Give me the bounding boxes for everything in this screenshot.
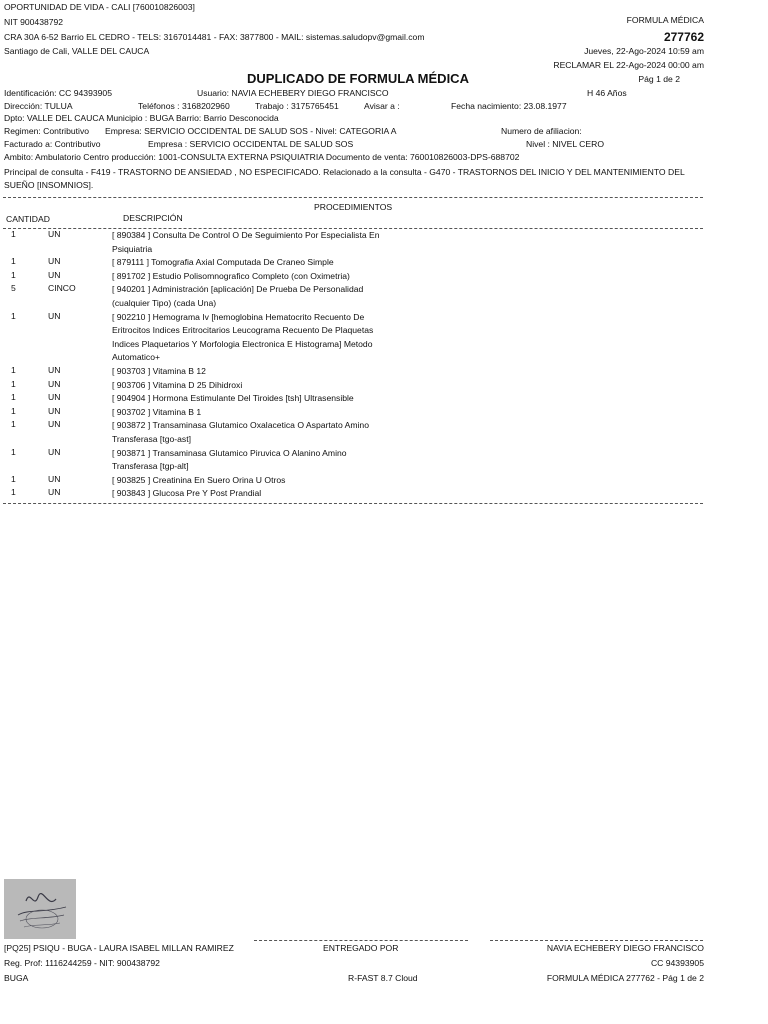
row-quantity: 5 <box>11 283 16 294</box>
billed-to: Facturado a: Contributivo <box>4 139 101 149</box>
delivery-signature-line <box>254 940 468 941</box>
row-quantity: 1 <box>11 378 16 389</box>
clinic-name: OPORTUNIDAD DE VIDA - CALI [760010826003] <box>4 2 195 12</box>
patient-phones: Teléfonos : 3168202960 <box>138 101 230 111</box>
diagnosis-line-2: SUEÑO [INSOMNIOS]. <box>4 180 94 190</box>
patient-regimen: Regimen: Contributivo <box>4 126 90 136</box>
claim-date: RECLAMAR EL 22-Ago-2024 00:00 am <box>553 60 704 70</box>
row-description: [ 903702 ] Vitamina B 1 <box>112 406 202 417</box>
software-name: R-FAST 8.7 Cloud <box>348 973 418 983</box>
row-quantity: 1 <box>11 269 16 280</box>
row-description: [ 891702 ] Estudio Polisomnografico Completo (con Oximetria) <box>112 270 350 281</box>
patient-sex-age: H 46 Años <box>587 88 627 98</box>
row-description: [ 903843 ] Glucosa Pre Y Post Prandial <box>112 488 262 499</box>
issue-datetime: Jueves, 22-Ago-2024 10:59 am <box>584 46 704 56</box>
column-description: DESCRIPCIÓN <box>123 213 183 223</box>
clinic-address: CRA 30A 6-52 Barrio EL CEDRO - TELS: 3167014481 - FAX: 3877800 - MAIL: sistemas.saludopv@gmail.com <box>4 32 425 42</box>
row-unit: CINCO <box>48 283 76 294</box>
row-unit: UN <box>48 446 61 457</box>
procedures-title: PROCEDIMIENTOS <box>314 202 393 212</box>
row-unit: UN <box>48 419 61 430</box>
patient-work: Trabajo : 3175765451 <box>255 101 339 111</box>
row-unit: UN <box>48 473 61 484</box>
row-description: [ 903706 ] Vitamina D 25 Dihidroxi <box>112 379 243 390</box>
clinic-city: Santiago de Cali, VALLE DEL CAUCA <box>4 46 150 56</box>
diagnosis-line-1: Principal de consulta - F419 - TRASTORNO DE ANSIEDAD , NO ESPECIFICADO. Relacionado a la consulta - G470 - TRASTORNOS DEL INICIO Y DEL MANTENIMIENTO DEL <box>4 167 685 177</box>
row-description: [ 879111 ] Tomografia Axial Computada De Craneo Simple <box>112 257 334 268</box>
footer-patient-cc: CC 94393905 <box>650 958 704 968</box>
row-unit: UN <box>48 269 61 280</box>
row-quantity: 1 <box>11 473 16 484</box>
page-title: DUPLICADO DE FORMULA MÉDICA <box>247 71 469 86</box>
row-unit: UN <box>48 365 61 375</box>
page-indicator: Pág 1 de 2 <box>638 74 680 84</box>
doctor-registration: Reg. Prof: 1116244259 - NIT: 900438792 <box>4 958 160 968</box>
row-quantity: 1 <box>11 487 16 498</box>
patient-id: Identificación: CC 94393905 <box>4 88 112 98</box>
row-quantity: 1 <box>11 419 16 430</box>
row-description: [ 904904 ] Hormona Estimulante Del Tiroides [tsh] Ultrasensible <box>112 393 354 404</box>
patient-birthdate: Fecha nacimiento: 23.08.1977 <box>451 101 567 111</box>
footer-page-ref: FORMULA MÉDICA 277762 - Pág 1 de 2 <box>546 973 704 983</box>
care-scope: Ambito: Ambulatorio Centro producción: 1001-CONSULTA EXTERNA PSIQUIATRIA Documento de venta: 760010826003-DPS-688702 <box>4 152 520 162</box>
row-unit: UN <box>48 256 61 267</box>
row-description: [ 890384 ] Consulta De Control O De Seguimiento Por Especialista En Psiquiatria <box>112 230 380 254</box>
patient-user: Usuario: NAVIA ECHEBERY DIEGO FRANCISCO <box>197 88 389 98</box>
patient-signature-line <box>490 940 703 941</box>
row-quantity: 1 <box>11 229 16 239</box>
row-description: [ 903872 ] Transaminasa Glutamico Oxalacetica O Aspartato Amino Transferasa [tgo-ast] <box>112 420 369 444</box>
row-description: [ 940201 ] Administración [aplicación] De Prueba De Personalidad (cualquier Tipo) (cada Una) <box>112 284 364 308</box>
patient-level: Nivel : NIVEL CERO <box>526 139 604 149</box>
patient-address: Dirección: TULUA <box>4 101 73 111</box>
divider <box>3 503 703 504</box>
row-unit: UN <box>48 487 61 498</box>
row-unit: UN <box>48 392 61 403</box>
divider <box>3 197 703 198</box>
row-quantity: 1 <box>11 256 16 267</box>
signature-image <box>4 879 76 939</box>
patient-company: Empresa: SERVICIO OCCIDENTAL DE SALUD SOS - Nivel: CATEGORIA A <box>105 126 397 136</box>
doc-type: FORMULA MÉDICA <box>626 15 704 25</box>
patient-location: Dpto: VALLE DEL CAUCA Municipio : BUGA Barrio: Barrio Desconocida <box>4 113 279 123</box>
row-description: [ 902210 ] Hemograma Iv [hemoglobina Hematocrito Recuento De Eritrocitos Indices Eritrocitarios Leucograma Recuento De Plaquetas Indices Plaquetarios Y Morfologia Electronica E Histograma] Metodo Automatico+ <box>112 311 374 363</box>
billed-company: Empresa : SERVICIO OCCIDENTAL DE SALUD SOS <box>148 139 354 149</box>
clinic-nit: NIT 900438792 <box>4 17 64 27</box>
row-quantity: 1 <box>11 365 16 375</box>
row-quantity: 1 <box>11 310 16 321</box>
row-unit: UN <box>48 229 61 239</box>
row-description: [ 903871 ] Transaminasa Glutamico Piruvica O Alanino Amino Transferasa [tgp-alt] <box>112 447 347 472</box>
row-quantity: 1 <box>11 446 16 457</box>
doctor-city: BUGA <box>4 973 29 983</box>
footer-patient-name: NAVIA ECHEBERY DIEGO FRANCISCO <box>546 943 704 953</box>
row-description: [ 903825 ] Creatinina En Suero Orina U Otros <box>112 474 286 485</box>
delivered-by-label: ENTREGADO POR <box>323 943 399 953</box>
column-quantity: CANTIDAD <box>6 214 50 224</box>
row-unit: UN <box>48 378 61 389</box>
doc-number: 277762 <box>663 30 704 44</box>
row-quantity: 1 <box>11 405 16 416</box>
doctor-name: [PQ25] PSIQU - BUGA - LAURA ISABEL MILLAN RAMIREZ <box>4 943 234 953</box>
patient-notify: Avisar a : <box>364 101 400 111</box>
row-unit: UN <box>48 405 61 416</box>
row-description: [ 903703 ] Vitamina B 12 <box>112 366 206 376</box>
row-quantity: 1 <box>11 392 16 403</box>
row-unit: UN <box>48 310 61 321</box>
affiliation-number: Numero de afiliacion: <box>501 126 582 136</box>
